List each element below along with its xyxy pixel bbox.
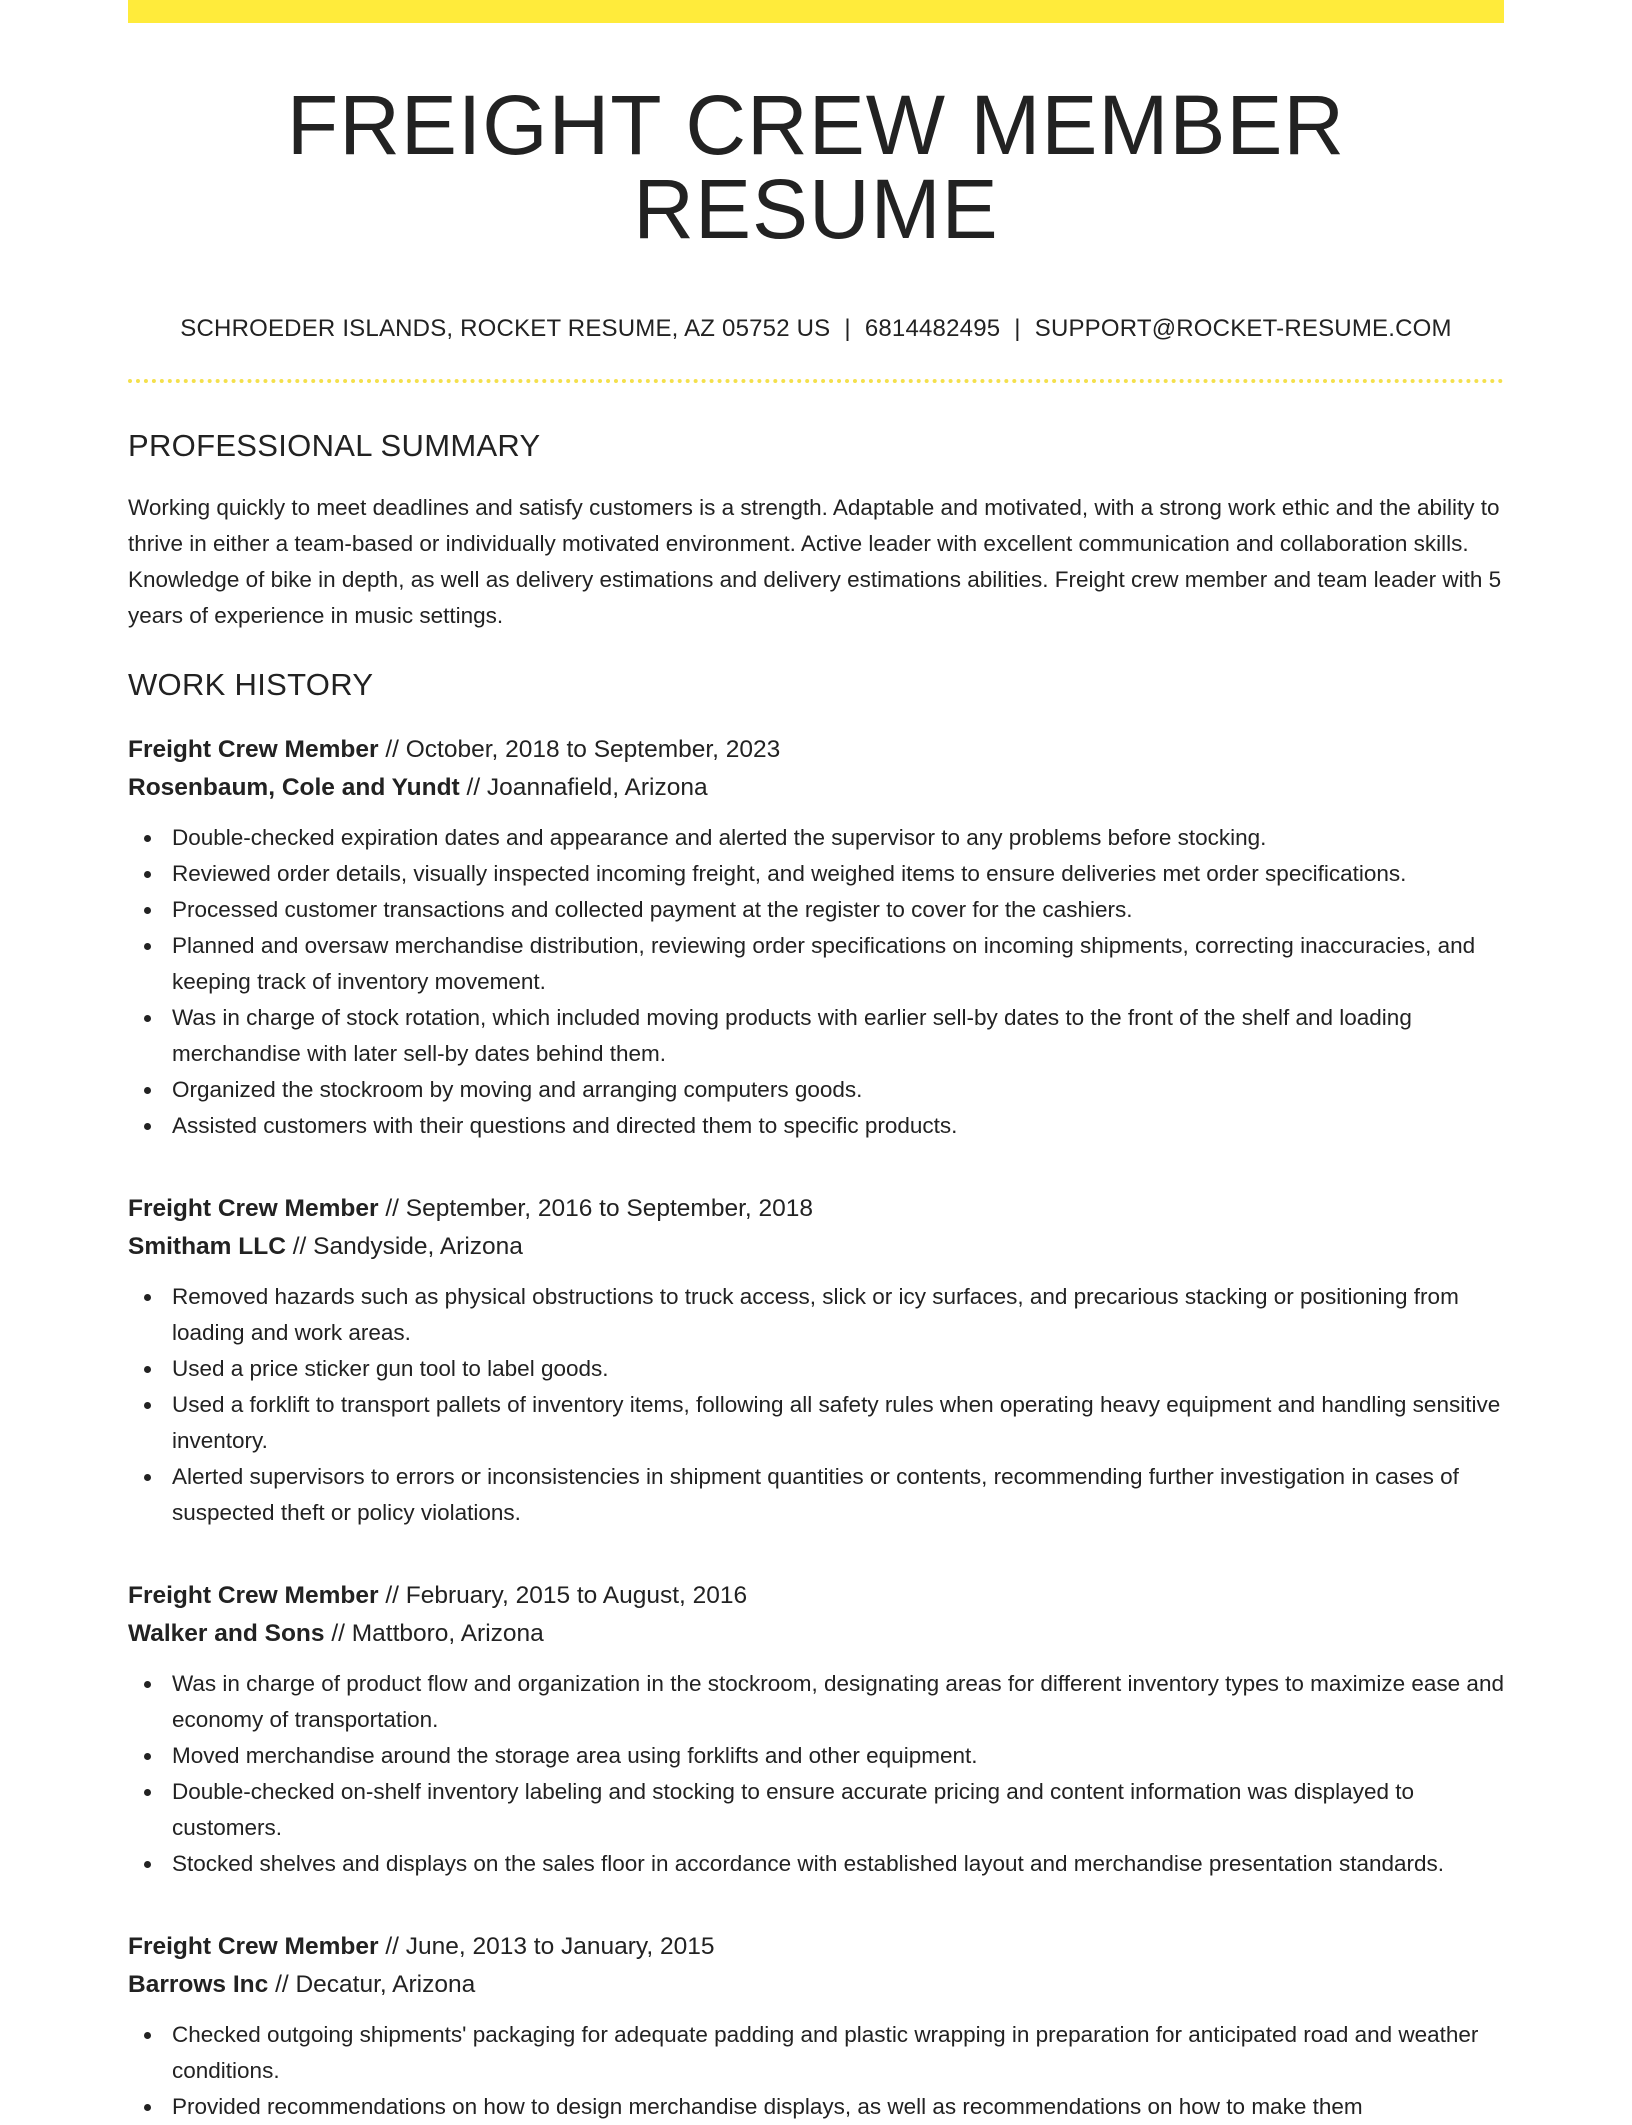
accent-top-bar [128,0,1504,23]
job-dates: // September, 2016 to September, 2018 [385,1195,813,1222]
job-location: // Decatur, Arizona [275,1971,476,1998]
work-history-heading: WORK HISTORY [128,667,374,702]
job-bullet-item: Reviewed order details, visually inspected incoming freight, and weighed items to ensure deliveries met order specifications. [172,856,1504,892]
job-bullet-item: Assisted customers with their questions and directed them to specific products. [172,1108,1504,1144]
job-company-line [128,1615,1504,1653]
job-entry [128,1190,1504,1531]
job-company-line [128,769,1504,807]
job-bullet-item: Stocked shelves and displays on the sales floor in accordance with established layout and merchandise presentation standards. [172,1846,1504,1882]
job-entry [128,731,1504,1144]
job-bullet-item: Double-checked expiration dates and appearance and alerted the supervisor to any problems before stocking. [172,820,1504,856]
job-title: Freight Crew Member [128,1582,379,1609]
job-company-line [128,1228,1504,1266]
job-title: Freight Crew Member [128,1933,379,1960]
resume-title: FREIGHT CREW MEMBER RESUME [286,78,1346,256]
job-location: // Joannafield, Arizona [466,774,708,801]
job-bullet-item: Provided recommendations on how to design merchandise displays, as well as recommendations on how to make them [172,2089,1504,2125]
contact-separator: | [1014,315,1021,342]
job-title-line [128,731,1504,769]
job-bullet-item: Was in charge of product flow and organization in the stockroom, designating areas for different inventory types to maximize ease and economy of transportation. [172,1666,1504,1738]
job-bullet-list [128,1279,1504,1531]
job-location: // Sandyside, Arizona [292,1233,523,1260]
job-bullet-item: Processed customer transactions and collected payment at the register to cover for the cashiers. [172,892,1504,928]
job-bullet-list [128,1666,1504,1882]
job-title-line [128,1190,1504,1228]
job-title-line [128,1577,1504,1615]
job-bullet-item: Removed hazards such as physical obstructions to truck access, slick or icy surfaces, and precarious stacking or positioning from loading and work areas. [172,1279,1504,1351]
job-title: Freight Crew Member [128,1195,379,1222]
job-company: Barrows Inc [128,1971,269,1998]
job-dates: // February, 2015 to August, 2016 [385,1582,748,1609]
job-company: Rosenbaum, Cole and Yundt [128,774,460,801]
job-bullet-item: Used a price sticker gun tool to label goods. [172,1351,1504,1387]
job-dates: // June, 2013 to January, 2015 [385,1933,715,1960]
job-bullet-list [128,2017,1504,2125]
job-company: Walker and Sons [128,1620,325,1647]
dotted-divider [128,379,1504,383]
work-history-list [128,731,1504,2125]
job-bullet-item: Moved merchandise around the storage area using forklifts and other equipment. [172,1738,1504,1774]
job-bullet-list [128,820,1504,1144]
summary-heading: PROFESSIONAL SUMMARY [128,428,541,463]
job-bullet-item: Planned and oversaw merchandise distribution, reviewing order specifications on incoming shipments, correcting inaccuracies, and keeping track of inventory movement. [172,928,1504,1000]
job-entry [128,1577,1504,1882]
job-title: Freight Crew Member [128,736,379,763]
job-bullet-item: Alerted supervisors to errors or inconsistencies in shipment quantities or contents, recommending further investigation in cases of suspected theft or policy violations. [172,1459,1504,1531]
job-dates: // October, 2018 to September, 2023 [385,736,781,763]
contact-address: SCHROEDER ISLANDS, ROCKET RESUME, AZ 05752 US [180,315,831,342]
summary-text: Working quickly to meet deadlines and satisfy customers is a strength. Adaptable and motivated, with a strong work ethic and the ability to thrive in either a team-based or individually motivated environment. Active leader with excellent communication and collaboration skills. Knowledge of bike in depth, as well as delivery estimations and delivery estimations abilities. Freight crew member and team leader with 5 years of experience in music settings. [128,495,1502,628]
resume-page [128,0,1504,2125]
job-location: // Mattboro, Arizona [331,1620,544,1647]
contact-phone: 6814482495 [864,315,1001,342]
contact-separator: | [844,315,851,342]
contact-line [128,317,1504,341]
job-bullet-item: Organized the stockroom by moving and arranging computers goods. [172,1072,1504,1108]
contact-email: SUPPORT@ROCKET-RESUME.COM [1034,315,1452,342]
job-entry [128,1928,1504,2125]
job-bullet-item: Double-checked on-shelf inventory labeling and stocking to ensure accurate pricing and content information was displayed to customers. [172,1774,1504,1846]
job-title-line [128,1928,1504,1966]
job-company-line [128,1966,1504,2004]
job-company: Smitham LLC [128,1233,286,1260]
job-bullet-item: Checked outgoing shipments' packaging for adequate padding and plastic wrapping in preparation for anticipated road and weather conditions. [172,2017,1504,2089]
job-bullet-item: Used a forklift to transport pallets of inventory items, following all safety rules when operating heavy equipment and handling sensitive inventory. [172,1387,1504,1459]
job-bullet-item: Was in charge of stock rotation, which included moving products with earlier sell-by dates to the front of the shelf and loading merchandise with later sell-by dates behind them. [172,1000,1504,1072]
